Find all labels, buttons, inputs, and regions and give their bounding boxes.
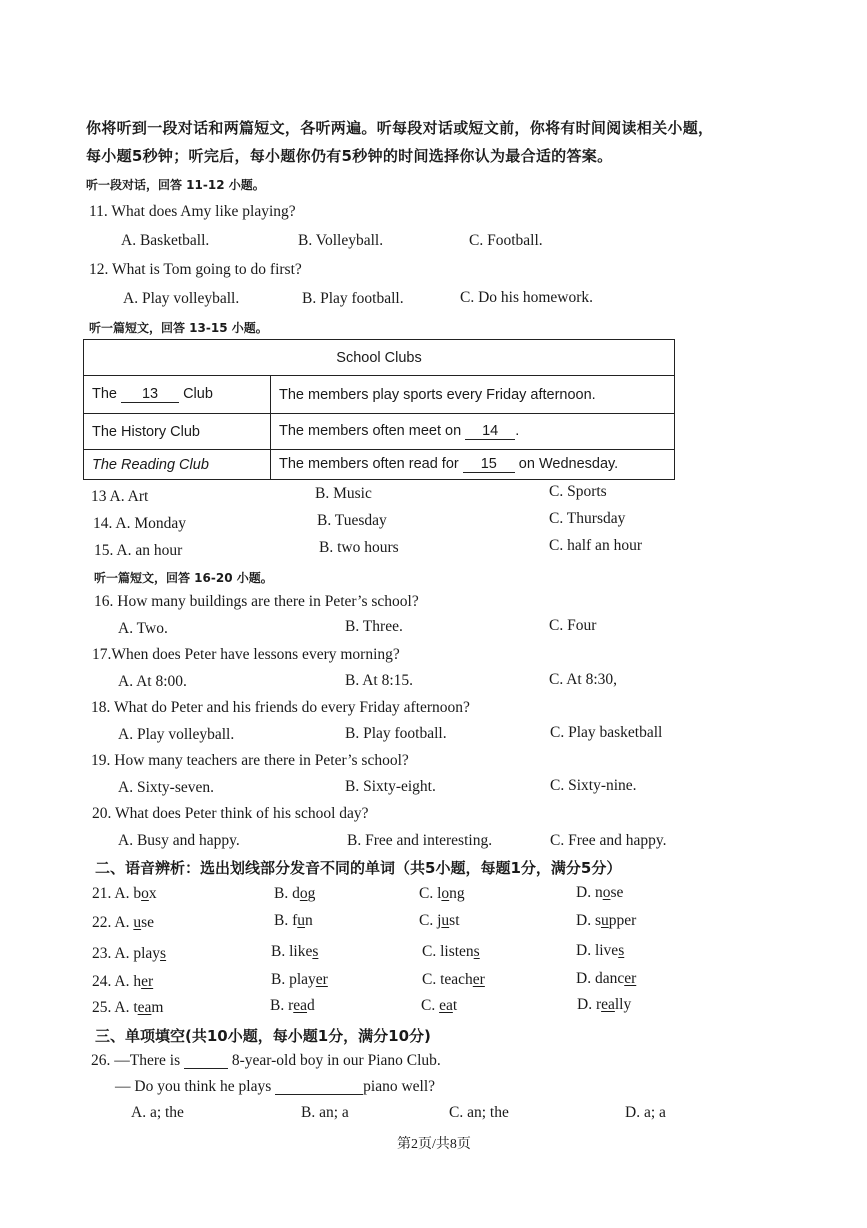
option-22d: D. supper (576, 912, 637, 929)
option-16a: A. Two. (118, 620, 168, 637)
option-20b: B. Free and interesting. (347, 832, 493, 849)
blank-26-1 (184, 1053, 228, 1069)
option-11b: B. Volleyball. (298, 232, 384, 249)
option-18b: B. Play football. (345, 725, 447, 742)
option-19c: C. Sixty-nine. (550, 777, 637, 794)
question-13: 13 A. Art (91, 488, 149, 505)
page-footer: 第2页/共8页 (397, 1137, 471, 1152)
question-20: 20. What does Peter think of his school day? (92, 805, 369, 822)
option-19b: B. Sixty-eight. (345, 778, 436, 795)
school-clubs-table (83, 339, 675, 480)
question-17: 17.When does Peter have lessons every morning? (92, 646, 400, 663)
option-24d: D. dancer (576, 970, 637, 987)
option-26a: A. a; the (131, 1104, 184, 1121)
option-20c: C. Free and happy. (550, 832, 667, 849)
club-name: The 13 Club (84, 376, 271, 414)
intro-line-2: 每小题5秒钟；听完后，每小题你仍有5秒钟的时间选择你认为最合适的答案。 (86, 147, 613, 165)
option-12c: C. Do his homework. (460, 289, 594, 306)
option-26d: D. a; a (625, 1104, 666, 1121)
option-20a: A. Busy and happy. (118, 832, 240, 849)
option-14c: C. Thursday (549, 510, 626, 527)
club-description: The members play sports every Friday afternoon. (271, 376, 675, 414)
instruction-part2: 听一篇短文，回答 13-15 小题。 (89, 321, 268, 335)
option-15c: C. half an hour (549, 537, 642, 554)
option-21c: C. long (419, 885, 465, 902)
blank-15: 15 (463, 457, 515, 473)
option-24c: C. teacher (422, 971, 485, 988)
option-21d: D. nose (576, 884, 624, 901)
option-23d: D. lives (576, 942, 625, 959)
question-22: 22. A. use (92, 914, 155, 931)
option-25c: C. eat (421, 997, 458, 1014)
option-13c: C. Sports (549, 483, 607, 500)
option-18a: A. Play volleyball. (118, 726, 235, 743)
club-description: The members often read for 15 on Wednesday. (271, 450, 675, 480)
option-22c: C. just (419, 912, 460, 929)
question-26: 26. —There is 8-year-old boy in our Piano Club. (91, 1052, 441, 1069)
option-25d: D. really (577, 996, 632, 1013)
option-14b: B. Tuesday (317, 512, 387, 529)
option-16c: C. Four (549, 617, 597, 634)
option-17c: C. At 8:30, (549, 671, 618, 688)
table-row (84, 450, 675, 480)
option-12b: B. Play football. (302, 290, 404, 307)
option-11c: C. Football. (469, 232, 543, 249)
instruction-part3: 听一篇短文，回答 16-20 小题。 (94, 571, 273, 585)
question-25: 25. A. team (92, 999, 164, 1016)
option-13b: B. Music (315, 485, 372, 502)
question-21: 21. A. box (92, 885, 157, 902)
option-17a: A. At 8:00. (118, 673, 187, 690)
option-21b: B. dog (274, 885, 316, 902)
option-12a: A. Play volleyball. (123, 290, 240, 307)
option-23c: C. listens (422, 943, 480, 960)
option-17b: B. At 8:15. (345, 672, 414, 689)
section2-title: 二、语音辨析：选出划线部分发音不同的单词（共5小题，每题1分，满分5分） (95, 859, 622, 877)
club-description: The members often meet on 14 . (271, 414, 675, 450)
question-16: 16. How many buildings are there in Peter’s school? (94, 593, 419, 610)
option-25b: B. read (270, 997, 315, 1014)
blank-13: 13 (121, 387, 179, 403)
option-18c: C. Play basketball (550, 724, 663, 741)
question-26-line2: — Do you think he plays piano well? (115, 1078, 436, 1095)
option-26c: C. an; the (449, 1104, 509, 1121)
question-11: 11. What does Amy like playing? (89, 203, 296, 220)
question-12: 12. What is Tom going to do first? (89, 261, 302, 278)
table-row (84, 414, 675, 450)
club-name: The History Club (84, 414, 271, 450)
intro-line-1: 你将听到一段对话和两篇短文，各听两遍。听每段对话或短文前，你将有时间阅读相关小题， (86, 119, 714, 137)
option-16b: B. Three. (345, 618, 403, 635)
option-23b: B. likes (271, 943, 319, 960)
table-title: School Clubs (84, 340, 675, 376)
option-11a: A. Basketball. (121, 232, 210, 249)
question-18: 18. What do Peter and his friends do every Friday afternoon? (91, 699, 470, 716)
question-24: 24. A. her (92, 973, 154, 990)
section3-title: 三、单项填空(共10小题，每小题1分，满分10分) (95, 1027, 431, 1045)
question-15: 15. A. an hour (94, 542, 183, 559)
blank-26-2 (275, 1079, 363, 1095)
option-15b: B. two hours (319, 539, 399, 556)
question-23: 23. A. plays (92, 945, 167, 962)
option-24b: B. player (271, 971, 328, 988)
question-14: 14. A. Monday (93, 515, 187, 532)
instruction-part1: 听一段对话，回答 11-12 小题。 (86, 178, 265, 192)
option-19a: A. Sixty-seven. (118, 779, 215, 796)
question-19: 19. How many teachers are there in Peter’s school? (91, 752, 409, 769)
option-22b: B. fun (274, 912, 313, 929)
option-26b: B. an; a (301, 1104, 349, 1121)
blank-14: 14 (465, 424, 515, 440)
table-row (84, 376, 675, 414)
club-name: The Reading Club (84, 450, 271, 480)
